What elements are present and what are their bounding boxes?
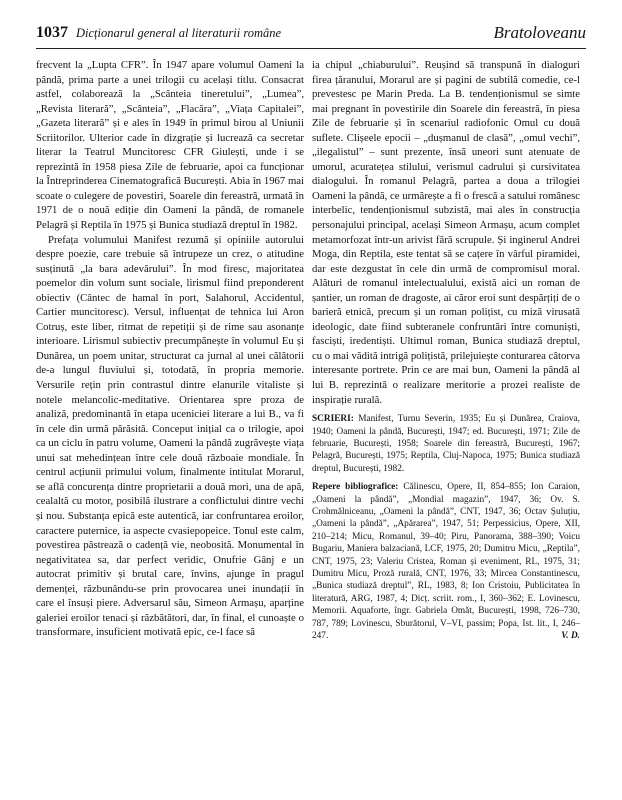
right-column	[312, 58, 580, 642]
works-text: Manifest, Turnu Severin, 1935; Eu și Dunărea, Craiova, 1940; Oameni la pândă, București, 1947; ed. București, 1971; Zile de februarie, București, 1958; Soarele din fereastră, București, 1967; Pelagră, București, 1975; Reptila, Cluj-Napoca, 1975; Bunica studiază dreptul, București, 1982.	[312, 414, 581, 474]
paragraph: ia chipul „chiaburului”. Reușind să transpună în dialoguri firea țăranului, Morarul are și pagini de subtilă comedie, ce-l prevestesc pe Marin Preda. La B. tendenționismul se simte mai pregnant în povestirile din Soarele din fereastră, în piesa Zile de februarie și în scenariul radiofonic Omul cu două suflete. Clișeele epocii – „dușmanul de clasă”, „omul vechi”, „ilegalistul” – sunt prezente, însă uneori sunt atenuate de umorul, acuratețea stilului, verismul cadrului și cursivitatea dialogului. În romanul Pelagră, partea a doua a trilogiei Oameni la pândă, ce urmărește a fi o frescă a satului românesc interbelic, tendenționismul subzistă, mai ales în construcția personajului principal, același Simeon Armașu, acum complet metamorfozat într-un arivist fără scrupule. Și inginerul Andrei Moga, din Reptila, este tentat să se cațere în vârful piramidei, dar este dezgustat în cele din urmă de compromisul moral. Alături de romanul intelectualului, există aici un roman de șantier, un roman de dragoste, ai căror eroi sunt despărțiți de o barieră etnică, precum și un roman polițist, cu miză virusată ideologic, date fiind subteranele confruntări între comuniști, fasciști, iredentiști. Ultimul roman, Bunica studiază dreptul, cu o mai vădită intrigă polițistă, prilejuiește conturarea câtorva interesante portrete. Prin ce are mai bun, Oameni la pândă al lui B. reprezintă o realizare meritorie a prozei realiste de inspirație rurală.	[312, 59, 580, 406]
works-label: SCRIERI:	[312, 414, 354, 425]
paragraph: frecvent la „Lupta CFR”. În 1947 apare volumul Oameni la pândă, prima parte a unei trilogii cu același titlu. Consacrat astfel, colaborează la „Scânteia tineretului”, „Lumea”, „Revista literară”, „Scânteia”, „Flacăra”, „Viața Capitalei”, „Gazeta literară” și e ales în 1949 în primul birou al Uniunii Scriitorilor. Ulterior cade în dizgrație și lucrează ca secretar literar la Teatrul Muncitoresc CFR Giulești, unde i se reprezintă în 1958 piesa Zile de februarie, apoi ca funcționar la Întreprinderea Cinematografică București. Abia în 1967 mai scoate o culegere de povestiri, Soarele din fereastră, urmată în 1971 de o nouă ediție din Oameni la pândă, de romanele Pelagră și Reptila în 1975 și Bunica studiază dreptul în 1982.	[36, 59, 304, 232]
references-text: Călinescu, Opere, II, 854–855; Ion Caraion, „Oameni la pândă”, „Mondial magazin”, 1947, 36; Ov. S. Crohmălniceanu, „Oameni la pândă”, CNT, 1947, 36; Octav Șuluțiu, „Oameni la pândă”, „Apărarea”, 1947, 51; Perpessicius, Opere, XII, 210–214; Micu, Romanul, 39–40; Piru, Panorama, 388–390; Voicu Bugariu, Maniera balzaciană, LCF, 1975, 20; Dumitru Micu, „Reptila”, CNT, 1975, 23; Valeriu Cristea, Roman și eveniment, RL, 1975, 31; Dumitru Micu, Proză rurală, CNT, 1976, 33; Mircea Constantinescu, „Bunica studiază dreptul”, RL, 1983, 8; Ion Cristoiu, Publicitatea în literatură, ARG, 1987, 4; Dicț. scriit. rom., I, 360–362; E. Lovinescu, Memorii. Aquaforte, îngr. Gabriela Omăt, București, 1998, 726–730, 787, 789; Lovinescu, Sburătorul, V–VI, passim; Popa, Ist. lit., I, 246–247.	[312, 482, 580, 642]
references-list	[312, 481, 580, 642]
book-title: Dicționarul general al literaturii române	[76, 26, 282, 40]
page-number: 1037	[36, 24, 68, 41]
author-signature: V. D.	[561, 631, 580, 642]
page-header	[36, 22, 586, 49]
left-column	[36, 58, 304, 640]
references-label: Repere bibliografice:	[312, 482, 399, 493]
paragraph: Prefața volumului Manifest rezumă și opiniile autorului despre poezie, care trebuie să întrupeze un crez, o atitudine susținută „la bara adevărului”. În mod firesc, majoritatea poemelor din volum sunt sociale, lirismul fiind preponderent obiectiv (Cântec de hamal în port, Salahorul, Accidentul, Cartier muncitoresc). Versul, influențat de tehnica lui Aron Cotruș, este liber, ritmat de repetiții și de rime sau asonanțe interioare. Lirismul subiectiv precumpănește în volumul Eu și Dunărea, un poem unitar, structurat ca jurnal al unei călătorii de-a lungul fluviului și, totodată, în propria memorie. Versurile rețin prin contrastul dintre elanurile vitaliste și notele melancolic-meditative. Orientarea spre proza de analiză, predominantă în etapa uceniciei literare a lui B., va fi în cele din urmă părăsită. Conceput inițial ca o trilogie, apoi ca un ciclu în patru volume, Oameni la pândă zugrăvește viața unui sat mehedințean între cele două războaie mondiale. În centrul acțiunii primului volum, finalmente intitulat Morarul, se află concurența dintre proprietarii a două mori, una de apă, cealaltă cu motor, posibilă ilustrare a conflictului dintre vechi și nou. Substanța epică este autentică, iar confruntarea eroilor, caractere puternice, ia aspecte cvasiepopeice. Tonul este calm, povestirea păstrează o cadență vie, neobosită. Monumental în negativitatea sa, dar perfect veridic, Onufrie Gânj e un autocrat primitiv și brutal care, învins, ajunge în pragul demenței, răzbunându-se prin provocarea unei inundații în care el însuși piere. Adversarul său, Simeon Armașu, aparține galeriei eroilor tenaci și răzbătători, dar, în final, el cunoaște o transformare, insuficient motivată epic, ce-l face să	[36, 233, 304, 639]
running-head: Bratoloveanu	[493, 23, 586, 42]
works-list	[312, 413, 580, 475]
